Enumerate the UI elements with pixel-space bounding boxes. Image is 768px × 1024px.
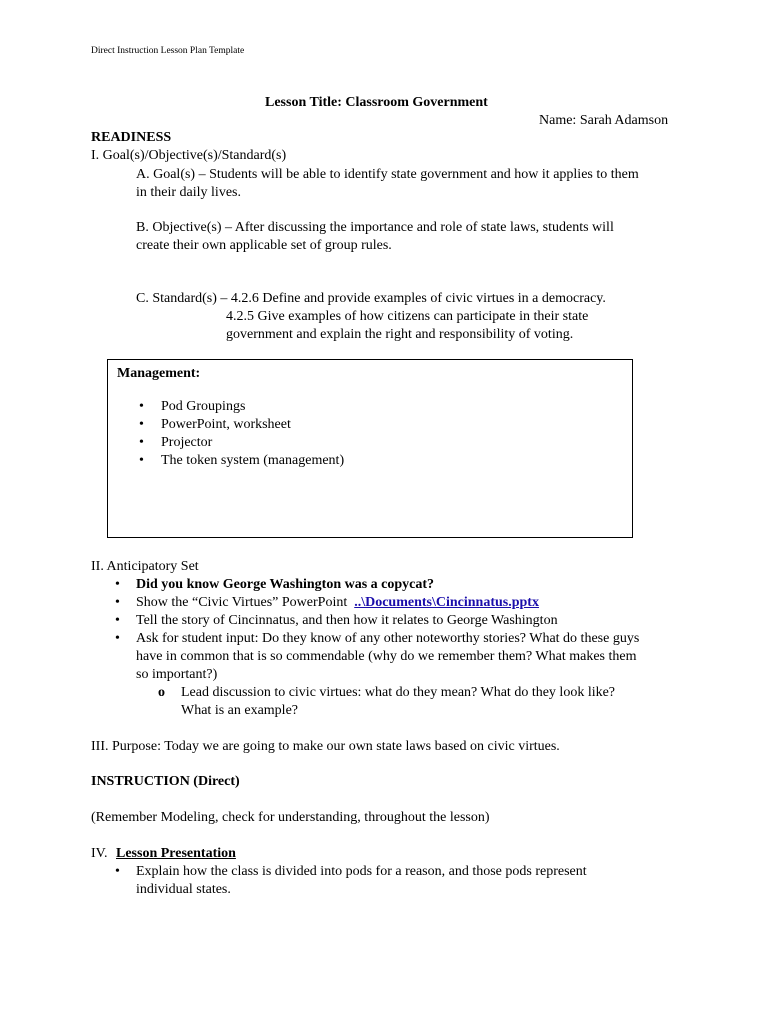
powerpoint-link[interactable]: ..\Documents\Cincinnatus.pptx [354,595,539,610]
powerpoint-text: Show the “Civic Virtues” PowerPoint [136,595,348,610]
management-item: Projector [161,435,213,450]
sub-bullet-icon: o [158,685,165,700]
bullet-icon: • [115,864,120,879]
purpose-statement: III. Purpose: Today we are going to make our own state laws based on civic virtues. [91,739,560,754]
management-item: PowerPoint, worksheet [161,417,291,432]
readiness-heading: READINESS [91,130,172,145]
sub-bullet-line-2: What is an example? [181,703,299,718]
author-name: Name: Sarah Adamson [539,113,669,128]
anticipatory-bullet-3: Tell the story of Cincinnatus, and then how it relates to George Washington [136,613,558,628]
instruction-heading: INSTRUCTION (Direct) [91,774,240,789]
lesson-title: Lesson Title: Classroom Government [265,95,488,110]
goal-line-2: in their daily lives. [136,185,241,200]
anticipatory-bullet-4-line-1: Ask for student input: Do they know of any other noteworthy stories? What do these guys [136,631,640,646]
bullet-icon: • [139,417,144,432]
bullet-icon: • [115,631,120,646]
template-header: Direct Instruction Lesson Plan Template [91,46,245,56]
management-item: Pod Groupings [161,399,246,414]
management-item: The token system (management) [161,453,345,468]
section-iv-number: IV. [91,846,108,861]
objective-line-1: B. Objective(s) – After discussing the importance and role of state laws, students will [136,220,614,235]
anticipatory-hook: Did you know George Washington was a copycat? [136,577,435,592]
sub-bullet-line-1: Lead discussion to civic virtues: what do they mean? What do they look like? [181,685,616,700]
standard-line-1: C. Standard(s) – 4.2.6 Define and provide examples of civic virtues in a democracy. [136,291,606,306]
bullet-icon: • [139,435,144,450]
bullet-icon: • [115,577,120,592]
anticipatory-bullet-4-line-2: have in common that is so commendable (why do we remember them? What makes them [136,649,637,664]
section-ii-heading: II. Anticipatory Set [91,559,199,574]
instruction-note: (Remember Modeling, check for understanding, throughout the lesson) [91,810,490,825]
presentation-bullet-line-2: individual states. [136,882,231,897]
section-i-heading: I. Goal(s)/Objective(s)/Standard(s) [91,148,287,163]
bullet-icon: • [115,595,120,610]
bullet-icon: • [115,613,120,628]
management-heading: Management: [117,366,201,381]
section-iv-title: Lesson Presentation [116,846,236,861]
anticipatory-bullet-4-line-3: so important?) [136,667,218,682]
presentation-bullet-line-1: Explain how the class is divided into pods for a reason, and those pods represent [136,864,587,879]
anticipatory-bullet-2 [136,594,539,612]
bullet-icon: • [139,399,144,414]
objective-line-2: create their own applicable set of group rules. [136,238,392,253]
goal-line-1: A. Goal(s) – Students will be able to identify state government and how it applies to them [136,167,639,182]
standard-line-3: government and explain the right and responsibility of voting. [226,327,574,342]
bullet-icon: • [139,453,144,468]
standard-line-2: 4.2.5 Give examples of how citizens can participate in their state [226,309,589,324]
